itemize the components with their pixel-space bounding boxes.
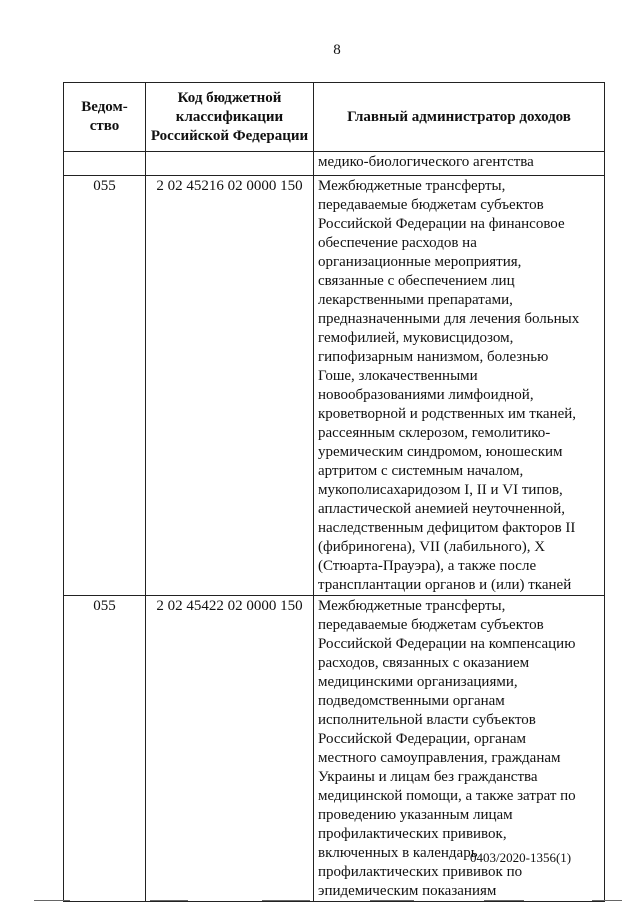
description-line: связанные с обеспечением лиц xyxy=(318,273,515,289)
header-code-line: Код бюджетной xyxy=(177,89,282,106)
description-line: включенных в календарь xyxy=(318,845,478,861)
description-line: медико-биологического агентства xyxy=(318,154,534,170)
scan-edge-mark xyxy=(370,900,414,901)
scan-edge-mark xyxy=(34,900,70,901)
description-line: предназначенными для лечения больных xyxy=(318,311,580,327)
table-cell-agency xyxy=(64,152,146,176)
header-agency-line: ство xyxy=(89,118,120,134)
description-line: апластической анемией неуточненной, xyxy=(318,501,566,517)
description-line: Гоше, злокачественными xyxy=(318,368,478,384)
header-code-line: классификации xyxy=(175,108,284,125)
revenue-administrators-table xyxy=(63,82,605,902)
description-line: медицинскими организациями, xyxy=(318,674,518,690)
table-cell-description xyxy=(314,152,605,176)
scan-edge-mark xyxy=(262,900,310,901)
header-code-line: Российской Федерации xyxy=(150,127,309,144)
header-admin-line: Главный администратор доходов xyxy=(347,108,571,125)
description-line: Российской Федерации на компенсацию xyxy=(318,636,576,652)
table-cell-agency: 055 xyxy=(64,176,146,596)
page-number: 8 xyxy=(333,42,341,58)
description-line: гемофилией, муковисцидозом, xyxy=(318,330,514,346)
description-line: лекарственными препаратами, xyxy=(318,292,513,308)
table-row-continuation xyxy=(64,152,605,176)
description-line: (фибриногена), VII (лабильного), X xyxy=(318,539,546,555)
scan-edge-mark xyxy=(484,900,524,901)
description-line: трансплантации органов и (или) тканей xyxy=(318,577,572,593)
description-line: Межбюджетные трансферты, xyxy=(318,178,506,194)
description-line: проведению указанным лицам xyxy=(318,807,513,823)
table-cell-code: 2 02 45216 02 0000 150 xyxy=(146,176,314,596)
description-line: гипофизарным нанизмом, болезнью xyxy=(318,349,549,365)
scan-edge-mark xyxy=(592,900,622,901)
description-line: подведомственными органам xyxy=(318,693,505,709)
scan-edge-mark xyxy=(150,900,188,901)
table-cell-code xyxy=(146,152,314,176)
description-line: профилактических прививок, xyxy=(318,826,507,842)
description-line: наследственным дефицитом факторов II xyxy=(318,520,576,536)
description-line: рассеянным склерозом, гемолитико- xyxy=(318,425,551,441)
header-agency-line: Ведом- xyxy=(81,99,128,115)
header-main-administrator xyxy=(314,83,605,152)
description-line: передаваемые бюджетам субъектов xyxy=(318,617,544,633)
description-line: мукополисахаридозом I, II и VI типов, xyxy=(318,482,563,498)
description-line: кроветворной и родственных им тканей, xyxy=(318,406,577,422)
description-line: расходов, связанных с оказанием xyxy=(318,655,530,671)
table-header-row xyxy=(64,83,605,152)
description-line: эпидемическим показаниям xyxy=(318,883,497,899)
description-line: уремическим синдромом, юношеским xyxy=(318,444,563,460)
table-cell-code: 2 02 45422 02 0000 150 xyxy=(146,596,314,902)
description-line: Российской Федерации, органам xyxy=(318,731,527,747)
description-line: организационные мероприятия, xyxy=(318,254,522,270)
description-line: обеспечение расходов на xyxy=(318,235,477,251)
document-registration-code: 0403/2020-1356(1) xyxy=(470,850,572,865)
header-budget-code xyxy=(146,83,314,152)
description-line: профилактических прививок по xyxy=(318,864,523,880)
description-line: исполнительной власти субъектов xyxy=(318,712,536,728)
table-row xyxy=(64,176,605,596)
description-line: (Стюарта-Прауэра), а также после xyxy=(318,558,537,574)
description-line: новообразованиями лимфоидной, xyxy=(318,387,534,403)
description-line: Украины и лицам без гражданства xyxy=(318,769,538,785)
description-line: местного самоуправления, гражданам xyxy=(318,750,561,766)
description-line: артритом с системным началом, xyxy=(318,463,524,479)
table-cell-agency: 055 xyxy=(64,596,146,902)
description-line: медицинской помощи, а также затрат по xyxy=(318,788,576,804)
table-cell-description xyxy=(314,176,605,596)
description-line: Российской Федерации на финансовое xyxy=(318,216,565,232)
header-agency xyxy=(64,83,146,152)
description-line: передаваемые бюджетам субъектов xyxy=(318,197,544,213)
description-line: Межбюджетные трансферты, xyxy=(318,598,506,614)
